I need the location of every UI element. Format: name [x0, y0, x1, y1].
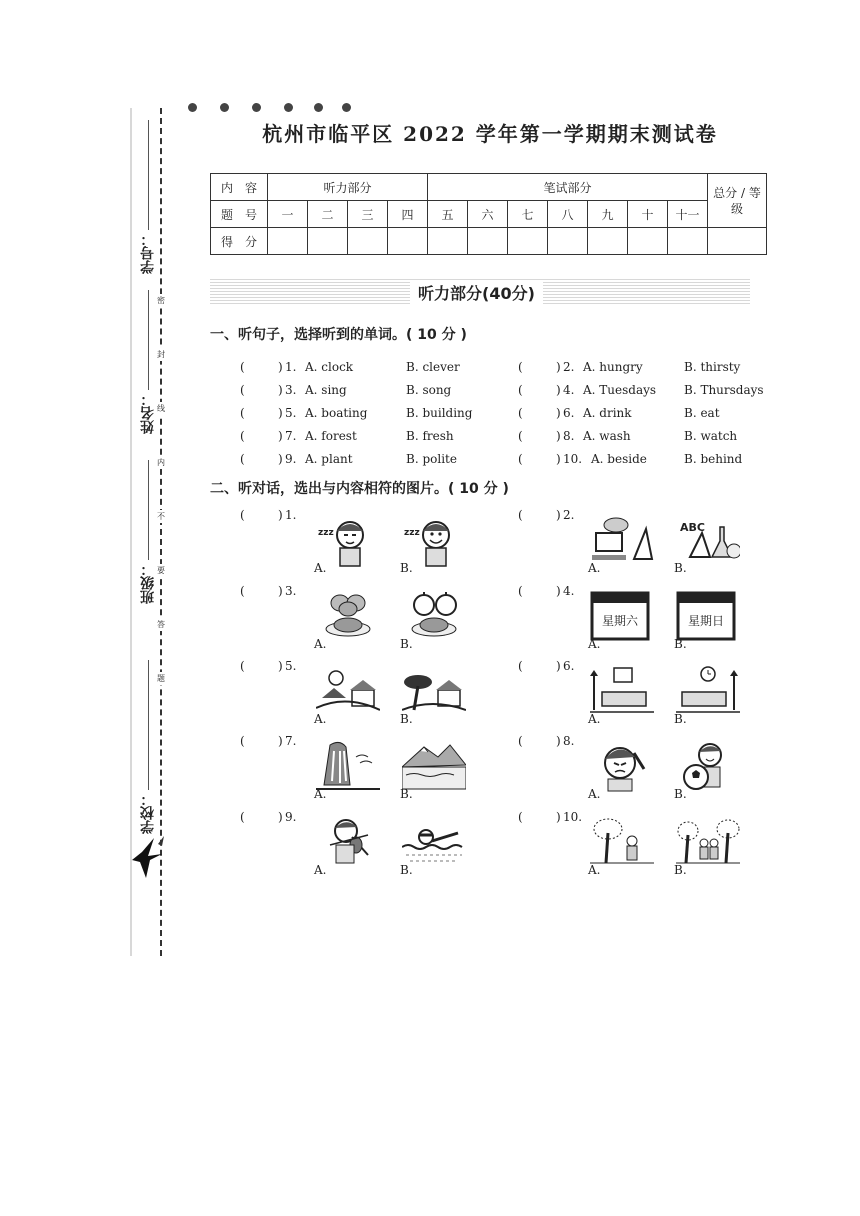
punch-hole [342, 103, 351, 112]
option-b[interactable]: B. watch [684, 429, 738, 443]
question-number: 三 [348, 201, 388, 228]
binding-char: 答 [157, 620, 165, 629]
score-cell[interactable] [428, 228, 468, 255]
answer-paren-left[interactable]: ( [518, 383, 523, 397]
punch-hole [188, 103, 197, 112]
option-a[interactable]: A. sing [305, 383, 347, 397]
part2-heading: 二、听对话，选出与内容相符的图片。( 10 分 ) [210, 481, 509, 497]
boy-headache-icon[interactable] [590, 739, 654, 793]
question-number: 5. [285, 406, 297, 420]
question-number: 十 [628, 201, 668, 228]
question-number: 一 [268, 201, 308, 228]
svg-text:zzz: zzz [404, 528, 420, 538]
question-number: 8. [563, 734, 575, 748]
calendar-text: 星期六 [601, 614, 639, 628]
option-a[interactable]: A. forest [305, 429, 357, 443]
answer-paren-right: ) [556, 584, 561, 598]
village-tree-icon[interactable] [402, 664, 466, 718]
listening-header: 听力部分 [268, 174, 428, 201]
question-number: 7. [285, 429, 297, 443]
question-number: 九 [588, 201, 628, 228]
question-number: 二 [308, 201, 348, 228]
option-b-label[interactable]: B. [400, 637, 413, 651]
option-a-label[interactable]: A. [588, 863, 601, 877]
calendar-sunday-icon[interactable] [676, 589, 740, 643]
binding-char: 题 [157, 674, 165, 683]
question-number: 5. [285, 659, 297, 673]
answer-paren-left[interactable]: ( [240, 452, 245, 466]
question-number: 十一 [668, 201, 708, 228]
answer-paren-left[interactable]: ( [240, 659, 245, 673]
name-blank[interactable] [148, 290, 149, 390]
option-a[interactable]: A. drink [583, 406, 632, 420]
question-number: 2. [563, 360, 575, 374]
school-label: 学校： [140, 792, 156, 834]
option-b[interactable]: B. behind [684, 452, 743, 466]
option-a[interactable]: A. wash [583, 429, 631, 443]
question-number: 7. [285, 734, 297, 748]
option-b-label[interactable]: B. [400, 787, 413, 801]
question-number: 2. [563, 508, 575, 522]
score-cell[interactable] [348, 228, 388, 255]
computer-art-icon[interactable] [590, 513, 654, 567]
binding-char: 线 [157, 404, 165, 413]
option-b-label[interactable]: B. [674, 712, 687, 726]
question-number: 10. [563, 810, 583, 824]
score-cell[interactable] [388, 228, 428, 255]
answer-paren-right: ) [556, 429, 561, 443]
answer-paren-right: ) [556, 383, 561, 397]
punch-hole [220, 103, 229, 112]
answer-paren-left[interactable]: ( [518, 810, 523, 824]
option-a[interactable]: A. Tuesdays [583, 383, 657, 397]
question-number: 8. [563, 429, 575, 443]
option-b[interactable]: B. song [406, 383, 452, 397]
student-id-blank[interactable] [148, 120, 149, 230]
option-b-label[interactable]: B. [400, 561, 413, 575]
option-a[interactable]: A. clock [305, 360, 354, 374]
answer-paren-right: ) [278, 452, 283, 466]
swimming-icon[interactable] [402, 815, 466, 869]
answer-paren-right: ) [556, 406, 561, 420]
question-number: 4. [563, 383, 575, 397]
class-blank[interactable] [148, 460, 149, 560]
answer-paren-left[interactable]: ( [518, 584, 523, 598]
answer-paren-left[interactable]: ( [240, 360, 245, 374]
student-id-label: 学号： [140, 232, 156, 274]
row-label-score: 得 分 [211, 228, 268, 255]
option-b-label[interactable]: B. [400, 863, 413, 877]
option-a-label[interactable]: A. [314, 637, 327, 651]
binding-char: 密 [157, 296, 165, 305]
punch-hole [284, 103, 293, 112]
answer-paren-left[interactable]: ( [240, 810, 245, 824]
answer-paren-right: ) [278, 360, 283, 374]
binding-char: 不 [157, 512, 165, 521]
binding-dashed-line [160, 108, 162, 956]
answer-paren-right: ) [278, 429, 283, 443]
option-a-label[interactable]: A. [314, 712, 327, 726]
calendar-text: 星期日 [687, 614, 725, 628]
section-title: 听力部分(40分) [410, 281, 543, 304]
question-number: 9. [285, 810, 297, 824]
question-number: 1. [285, 508, 297, 522]
boy-violin-icon[interactable] [316, 815, 380, 869]
answer-paren-right: ) [556, 508, 561, 522]
question-number: 9. [285, 452, 297, 466]
option-a-label[interactable]: A. [588, 637, 601, 651]
boy-happy-icon[interactable] [402, 513, 466, 567]
answer-paren-left[interactable]: ( [518, 406, 523, 420]
option-b[interactable]: B. fresh [406, 429, 454, 443]
option-b-label[interactable]: B. [674, 787, 687, 801]
option-b[interactable]: B. clever [406, 360, 460, 374]
trees-children-icon[interactable] [676, 815, 740, 869]
answer-paren-right: ) [556, 360, 561, 374]
total-header: 总分 / 等级 [708, 174, 767, 228]
answer-paren-right: ) [278, 659, 283, 673]
binding-char: 内 [157, 458, 165, 467]
name-label: 姓名： [140, 392, 156, 434]
option-b-label[interactable]: B. [674, 637, 687, 651]
answer-paren-right: ) [278, 508, 283, 522]
answer-paren-right: ) [556, 452, 561, 466]
answer-paren-right: ) [278, 734, 283, 748]
potatoes-chicken-icon[interactable] [316, 589, 380, 643]
part1-heading: 一、听句子，选择听到的单词。( 10 分 ) [210, 327, 467, 343]
score-table [210, 173, 767, 255]
binding-char: 封 [157, 350, 165, 359]
question-number: 五 [428, 201, 468, 228]
boy-football-icon[interactable] [676, 739, 740, 793]
total-score-cell[interactable] [708, 228, 767, 255]
answer-paren-left[interactable]: ( [518, 734, 523, 748]
option-a[interactable]: A. plant [305, 452, 353, 466]
option-b[interactable]: B. thirsty [684, 360, 741, 374]
answer-paren-left[interactable]: ( [240, 429, 245, 443]
option-a-label[interactable]: A. [588, 787, 601, 801]
answer-paren-left[interactable]: ( [240, 508, 245, 522]
science-icon[interactable] [676, 513, 740, 567]
option-b[interactable]: B. polite [406, 452, 457, 466]
svg-text:zzz: zzz [318, 528, 334, 538]
score-cell[interactable] [548, 228, 588, 255]
question-number: 3. [285, 584, 297, 598]
written-header: 笔试部分 [428, 174, 708, 201]
answer-paren-right: ) [556, 810, 561, 824]
answer-paren-right: ) [278, 406, 283, 420]
option-b[interactable]: B. Thursdays [684, 383, 764, 397]
score-cell[interactable] [468, 228, 508, 255]
svg-text:ABC: ABC [680, 521, 705, 534]
living-room-picture-icon[interactable] [590, 664, 654, 718]
answer-paren-left[interactable]: ( [518, 360, 523, 374]
question-number: 10. [563, 452, 583, 466]
binding-char: 要 [157, 566, 165, 575]
option-a[interactable]: A. beside [591, 452, 647, 466]
punch-hole [252, 103, 261, 112]
answer-paren-left[interactable]: ( [518, 659, 523, 673]
answer-paren-left[interactable]: ( [240, 734, 245, 748]
question-number: 七 [508, 201, 548, 228]
option-a[interactable]: A. boating [305, 406, 368, 420]
answer-paren-right: ) [556, 734, 561, 748]
trees-boy-icon[interactable] [590, 815, 654, 869]
answer-paren-left[interactable]: ( [240, 383, 245, 397]
swallow-bird-icon [128, 830, 172, 886]
answer-paren-left[interactable]: ( [518, 452, 523, 466]
question-number: 6. [563, 659, 575, 673]
answer-paren-right: ) [278, 584, 283, 598]
score-cell[interactable] [508, 228, 548, 255]
calendar-saturday-icon[interactable] [590, 589, 654, 643]
village-sun-icon[interactable] [316, 664, 380, 718]
answer-paren-left[interactable]: ( [240, 584, 245, 598]
option-b[interactable]: B. building [406, 406, 473, 420]
option-a-label[interactable]: A. [314, 787, 327, 801]
option-b-label[interactable]: B. [674, 561, 687, 575]
score-cell[interactable] [588, 228, 628, 255]
option-a[interactable]: A. hungry [583, 360, 643, 374]
class-label: 班级： [140, 562, 156, 604]
question-number: 四 [388, 201, 428, 228]
answer-paren-right: ) [278, 383, 283, 397]
option-a-label[interactable]: A. [588, 561, 601, 575]
living-room-clock-icon[interactable] [676, 664, 740, 718]
option-a-label[interactable]: A. [314, 561, 327, 575]
mountain-lake-icon[interactable] [402, 739, 466, 793]
option-a-label[interactable]: A. [314, 863, 327, 877]
option-a-label[interactable]: A. [588, 712, 601, 726]
boy-sleepy-icon[interactable] [316, 513, 380, 567]
school-blank[interactable] [148, 660, 149, 790]
question-number: 4. [563, 584, 575, 598]
tomatoes-chicken-icon[interactable] [402, 589, 466, 643]
score-cell[interactable] [268, 228, 308, 255]
answer-paren-left[interactable]: ( [518, 508, 523, 522]
answer-paren-right: ) [556, 659, 561, 673]
question-number: 3. [285, 383, 297, 397]
exam-title: 杭州市临平区 2022 学年第一学期期末测试卷 [262, 122, 718, 146]
answer-paren-right: ) [278, 810, 283, 824]
score-cell[interactable] [308, 228, 348, 255]
question-number: 六 [468, 201, 508, 228]
answer-paren-left[interactable]: ( [240, 406, 245, 420]
question-number: 八 [548, 201, 588, 228]
score-cell[interactable] [668, 228, 708, 255]
row-label-content: 内 容 [211, 174, 268, 201]
question-number: 6. [563, 406, 575, 420]
row-label-number: 题 号 [211, 201, 268, 228]
answer-paren-left[interactable]: ( [518, 429, 523, 443]
waterfall-icon[interactable] [316, 739, 380, 793]
punch-hole [314, 103, 323, 112]
option-b-label[interactable]: B. [674, 863, 687, 877]
option-b[interactable]: B. eat [684, 406, 720, 420]
question-number: 1. [285, 360, 297, 374]
option-b-label[interactable]: B. [400, 712, 413, 726]
score-cell[interactable] [628, 228, 668, 255]
page-edge [130, 108, 132, 956]
